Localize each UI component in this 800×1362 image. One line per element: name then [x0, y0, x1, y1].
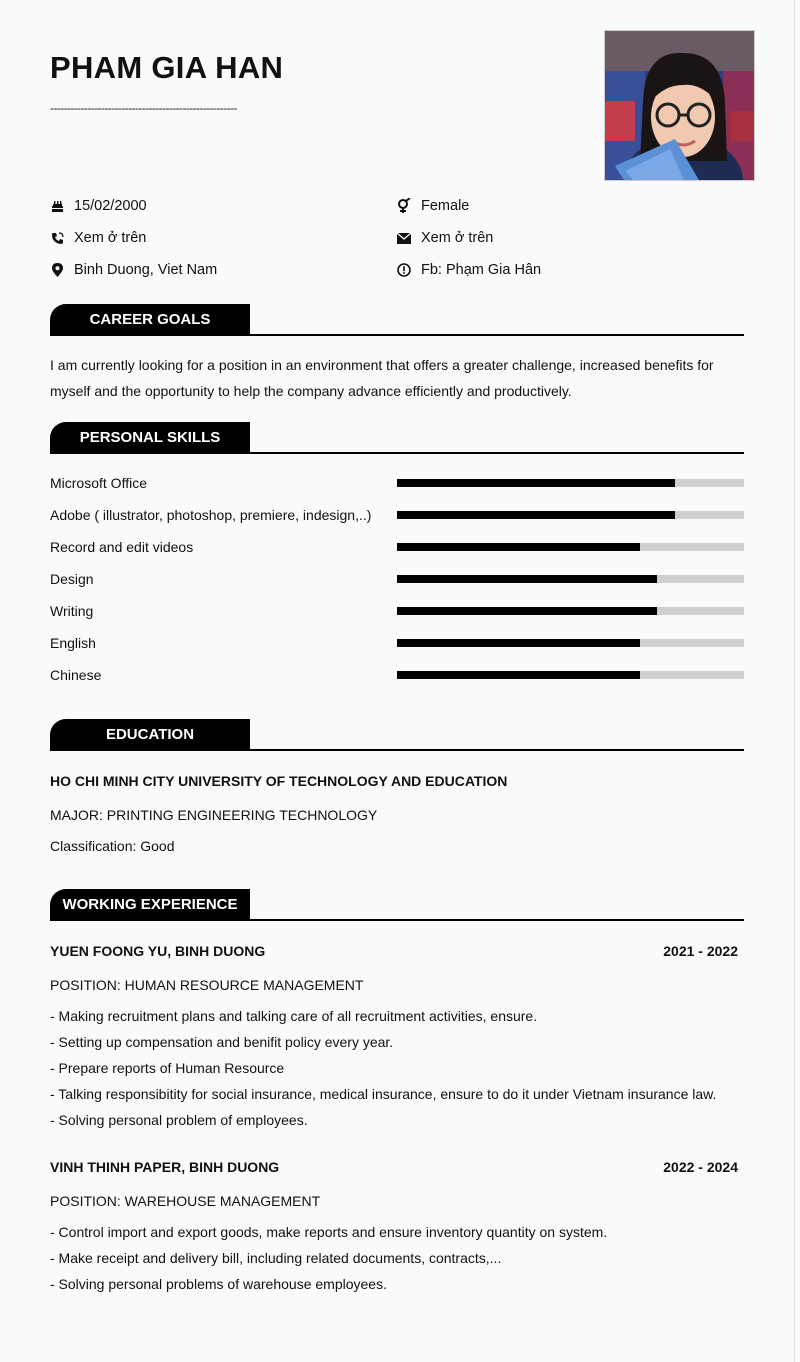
skill-level-bar: [397, 607, 744, 615]
education-header: [50, 719, 744, 751]
job-duty: - Talking responsibitity for social insurance, medical insurance, ensure to do it under Vietnam insurance law.: [50, 1086, 717, 1102]
phone-value: Xem ở trên: [74, 230, 147, 246]
experience-title: WORKING EXPERIENCE: [50, 889, 250, 920]
skill-level-fill: [397, 607, 657, 615]
skill-label: Chinese: [50, 667, 102, 683]
facebook-row: [397, 262, 541, 278]
phone-icon: [50, 231, 64, 245]
birthday-row: [50, 198, 147, 214]
alert-circle-icon: [397, 263, 411, 277]
skill-label: Design: [50, 571, 94, 587]
skill-level-bar: [397, 639, 744, 647]
skill-level-bar: [397, 479, 744, 487]
job-duty: - Setting up compensation and benifit policy every year.: [50, 1034, 394, 1050]
job-duty: - Prepare reports of Human Resource: [50, 1060, 285, 1076]
skill-label: Writing: [50, 603, 94, 619]
gender-value: Female: [421, 198, 470, 214]
classification: Classification: Good: [50, 838, 175, 854]
name-divider: -------------------------------------------------------: [50, 101, 237, 115]
job-company: VINH THINH PAPER, BINH DUONG: [50, 1159, 280, 1175]
skill-level-bar: [397, 671, 744, 679]
skill-level-bar: [397, 511, 744, 519]
skill-label: English: [50, 635, 96, 651]
profile-photo-illustration: [605, 31, 755, 181]
skill-label: Microsoft Office: [50, 475, 147, 491]
phone-row: [50, 230, 146, 246]
career-goals-title: CAREER GOALS: [50, 304, 250, 335]
skill-label: Adobe ( illustrator, photoshop, premiere, indesign,..): [50, 507, 372, 523]
job-position: POSITION: WAREHOUSE MANAGEMENT: [50, 1193, 321, 1209]
skills-header: [50, 422, 744, 454]
skill-level-fill: [397, 575, 657, 583]
address-value: Binh Duong, Viet Nam: [74, 262, 218, 278]
job-position: POSITION: HUMAN RESOURCE MANAGEMENT: [50, 977, 364, 993]
skill-level-bar: [397, 575, 744, 583]
candidate-name: PHAM GIA HAN: [50, 50, 284, 85]
education-title: EDUCATION: [50, 719, 250, 750]
location-pin-icon: [50, 263, 64, 277]
major: MAJOR: PRINTING ENGINEERING TECHNOLOGY: [50, 807, 378, 823]
skill-level-fill: [397, 639, 640, 647]
skill-level-fill: [397, 543, 640, 551]
envelope-icon: [397, 231, 411, 245]
job-duty: - Solving personal problem of employees.: [50, 1112, 308, 1128]
school-name: HO CHI MINH CITY UNIVERSITY OF TECHNOLOGY AND EDUCATION: [50, 773, 508, 789]
job-duty: - Control import and export goods, make reports and ensure inventory quantity on system.: [50, 1224, 608, 1240]
profile-photo: [604, 30, 755, 181]
birthday-value: 15/02/2000: [74, 198, 147, 214]
skill-level-fill: [397, 511, 675, 519]
email-value: Xem ở trên: [421, 230, 494, 246]
skill-level-fill: [397, 479, 675, 487]
job-years: 2021 - 2022: [663, 943, 738, 959]
experience-header: [50, 889, 744, 921]
job-company: YUEN FOONG YU, BINH DUONG: [50, 943, 266, 959]
facebook-value: Fb: Phạm Gia Hân: [421, 262, 542, 278]
gender-icon: [397, 199, 411, 213]
email-row: [397, 230, 493, 246]
career-goals-text: I am currently looking for a position in an environment that offers a greater challenge, increased benefits for myself and the opportunity to help the company advance efficiently and productively.: [50, 357, 714, 399]
skills-title: PERSONAL SKILLS: [50, 422, 250, 453]
career-goals-header: [50, 304, 744, 336]
skill-level-bar: [397, 543, 744, 551]
address-row: [50, 262, 217, 278]
job-duty: - Making recruitment plans and talking care of all recruitment activities, ensure.: [50, 1008, 538, 1024]
job-duty: - Make receipt and delivery bill, including related documents, contracts,...: [50, 1250, 502, 1266]
job-duty: - Solving personal problems of warehouse employees.: [50, 1276, 387, 1292]
job-years: 2022 - 2024: [663, 1159, 738, 1175]
birthday-cake-icon: [50, 199, 64, 213]
gender-row: [397, 198, 469, 214]
skill-level-fill: [397, 671, 640, 679]
skill-label: Record and edit videos: [50, 539, 194, 555]
